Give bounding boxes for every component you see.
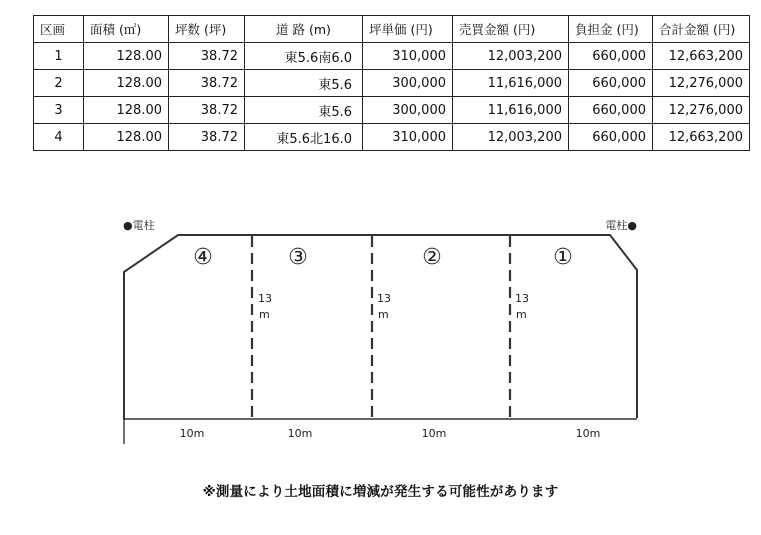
utility-pole-label-right: 電柱●	[605, 219, 637, 232]
header-charge: 負担金 (円)	[569, 16, 653, 43]
header-road: 道 路 (m)	[245, 16, 363, 43]
cell-total: 12,663,200	[653, 43, 750, 70]
cell-area: 128.00	[84, 70, 169, 97]
cell-charge: 660,000	[569, 97, 653, 124]
cell-total: 12,276,000	[653, 70, 750, 97]
cell-sale-price: 12,003,200	[453, 43, 569, 70]
lot-number-3: ③	[288, 245, 308, 270]
width-label: 10m	[287, 427, 313, 440]
utility-pole-label-left: ●電柱	[123, 219, 155, 232]
header-lot: 区画	[34, 16, 84, 43]
depth-label: 13	[258, 292, 272, 305]
cell-road: 東5.6	[245, 97, 363, 124]
header-tsubo: 坪数 (坪)	[169, 16, 245, 43]
cell-unit-price: 310,000	[363, 124, 453, 151]
cell-area: 128.00	[84, 43, 169, 70]
cell-unit-price: 300,000	[363, 70, 453, 97]
cell-charge: 660,000	[569, 124, 653, 151]
survey-disclaimer-note: ※測量により土地面積に増減が発生する可能性があります	[202, 484, 559, 500]
header-sale-price: 売買金額 (円)	[453, 16, 569, 43]
cell-area: 128.00	[84, 97, 169, 124]
header-total: 合計金額 (円)	[653, 16, 750, 43]
width-label: 10m	[421, 427, 447, 440]
cell-charge: 660,000	[569, 43, 653, 70]
depth-label-unit: m	[378, 308, 389, 321]
cell-tsubo: 38.72	[169, 70, 245, 97]
cell-road: 東5.6北16.0	[245, 124, 363, 151]
depth-label-unit: m	[259, 308, 270, 321]
cell-tsubo: 38.72	[169, 124, 245, 151]
cell-lot: 4	[34, 124, 84, 151]
cell-unit-price: 300,000	[363, 97, 453, 124]
depth-label-unit: m	[516, 308, 527, 321]
width-label: 10m	[179, 427, 205, 440]
cell-lot: 1	[34, 43, 84, 70]
cell-tsubo: 38.72	[169, 97, 245, 124]
cell-total: 12,276,000	[653, 97, 750, 124]
lot-number-2: ②	[422, 245, 442, 270]
cell-sale-price: 11,616,000	[453, 97, 569, 124]
cell-lot: 3	[34, 97, 84, 124]
lot-number-1: ①	[553, 245, 573, 270]
header-unit-price: 坪単価 (円)	[363, 16, 453, 43]
cell-tsubo: 38.72	[169, 43, 245, 70]
width-label: 10m	[575, 427, 601, 440]
cell-unit-price: 310,000	[363, 43, 453, 70]
cell-area: 128.00	[84, 124, 169, 151]
cell-charge: 660,000	[569, 70, 653, 97]
depth-label: 13	[515, 292, 529, 305]
header-area: 面積 (㎡)	[84, 16, 169, 43]
cell-road: 東5.6南6.0	[245, 43, 363, 70]
cell-lot: 2	[34, 70, 84, 97]
depth-label: 13	[377, 292, 391, 305]
cell-total: 12,663,200	[653, 124, 750, 151]
lot-number-4: ④	[193, 245, 213, 270]
cell-sale-price: 12,003,200	[453, 124, 569, 151]
cell-road: 東5.6	[245, 70, 363, 97]
cell-sale-price: 11,616,000	[453, 70, 569, 97]
